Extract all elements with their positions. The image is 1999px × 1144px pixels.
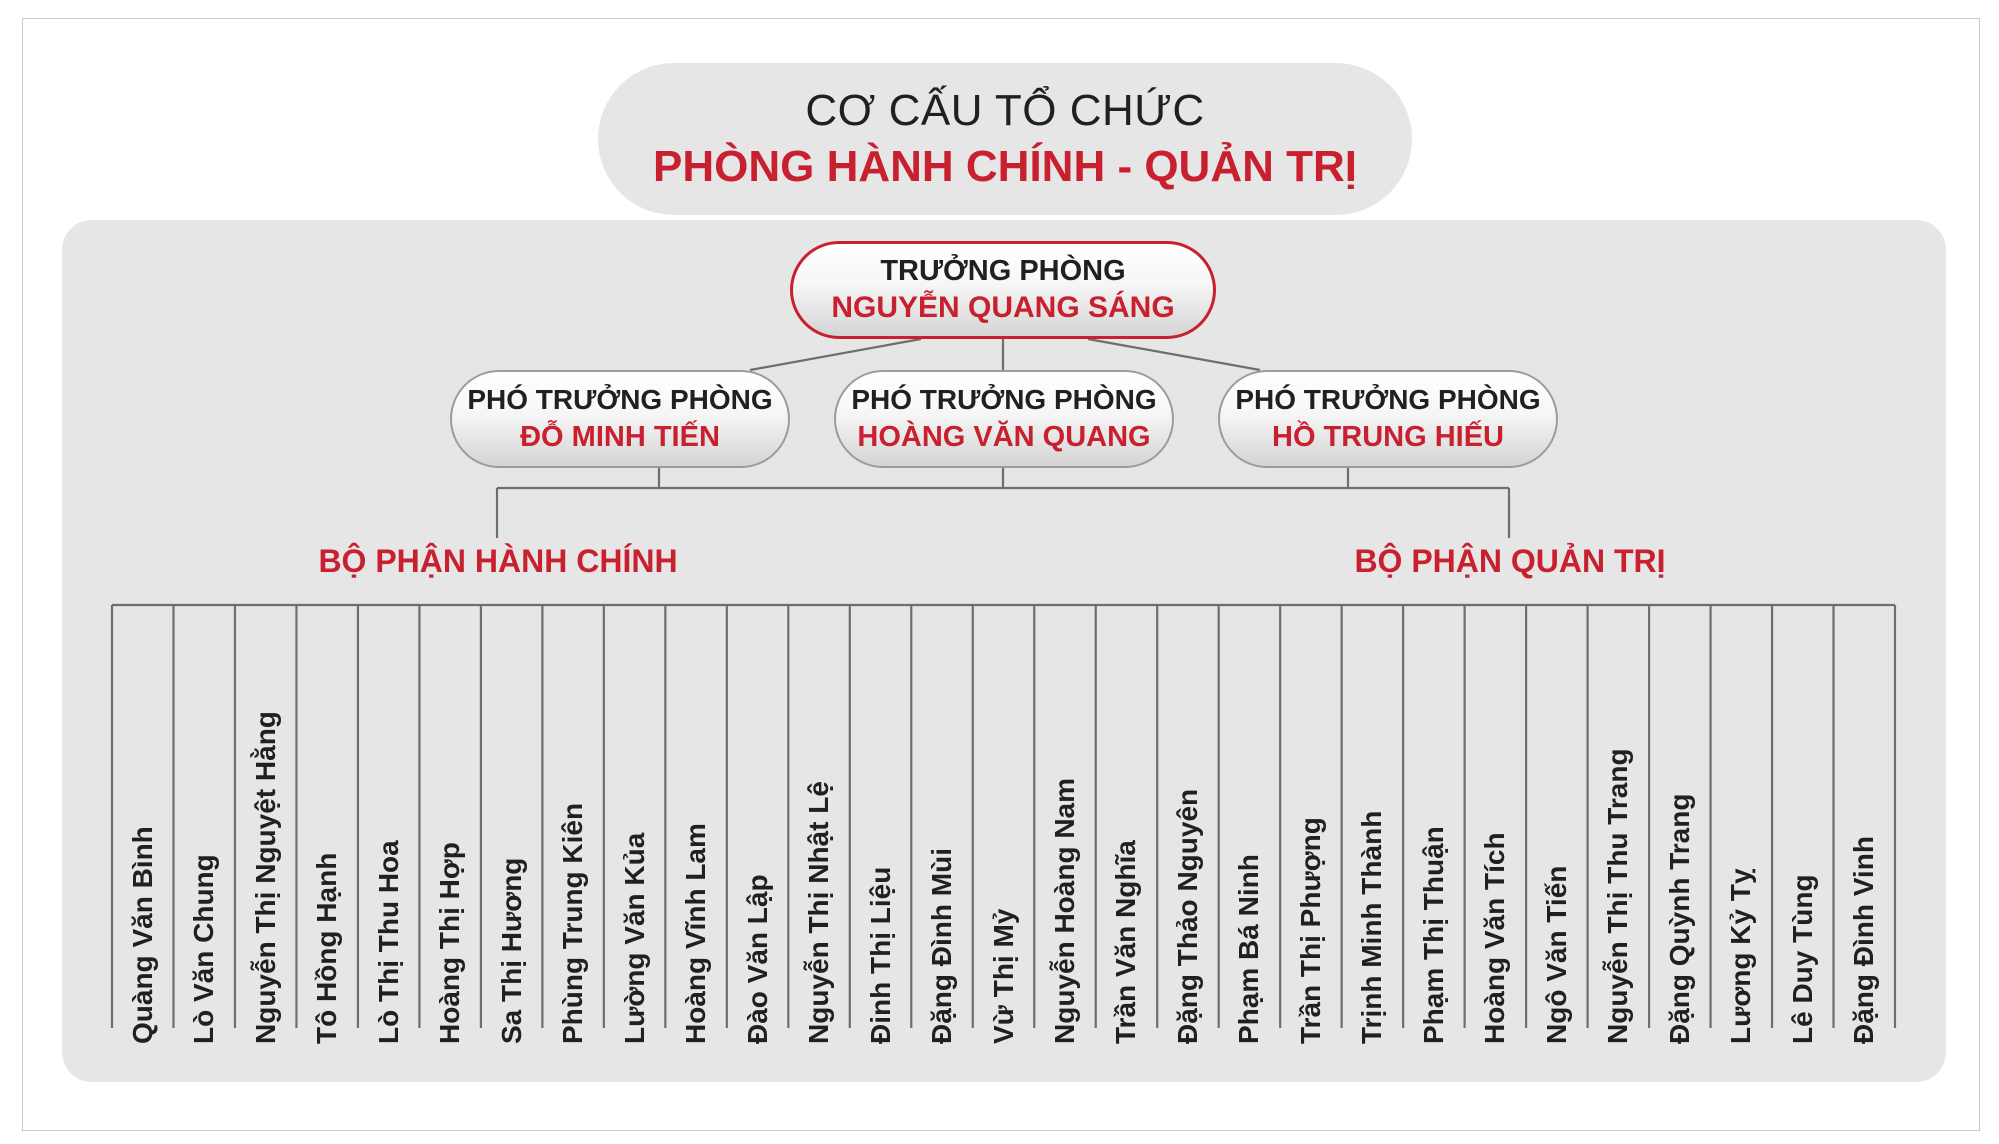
section-label-administration: BỘ PHẬN HÀNH CHÍNH	[318, 543, 678, 579]
staff-member-name: Nguyễn Thị Nguyệt Hằng	[249, 711, 281, 1044]
staff-member-name: Trần Thị Phượng	[1294, 817, 1326, 1044]
head-name: NGUYỄN QUANG SÁNG	[831, 291, 1175, 324]
staff-member-name: Đặng Quỳnh Trang	[1663, 793, 1695, 1044]
staff-member-name: Hoàng Vĩnh Lam	[680, 823, 712, 1044]
deputy-name: ĐỖ MINH TIẾN	[520, 421, 720, 453]
chart-title-line2: PHÒNG HÀNH CHÍNH - QUẢN TRỊ	[653, 142, 1357, 191]
staff-member-name: Nguyễn Hoàng Nam	[1048, 777, 1080, 1044]
staff-member-name: Phạm Thị Thuận	[1417, 826, 1449, 1044]
staff-member-name: Lường Văn Kủa	[618, 832, 650, 1044]
staff-member-name: Sa Thị Hương	[495, 857, 527, 1044]
staff-member-name: Lò Văn Chung	[188, 854, 220, 1044]
staff-member-name: Tô Hồng Hạnh	[311, 852, 343, 1044]
staff-member-name: Lò Thị Thu Hoa	[372, 840, 404, 1044]
deputy-role: PHÓ TRƯỞNG PHÒNG	[851, 384, 1157, 415]
staff-member-name: Vừ Thị Mỷ	[987, 908, 1019, 1044]
staff-member-name: Ngô Văn Tiến	[1540, 865, 1572, 1044]
staff-member-name: Hoàng Văn Tích	[1479, 832, 1511, 1044]
head-of-department-box	[790, 241, 1216, 339]
staff-member-name: Trần Văn Nghĩa	[1110, 840, 1142, 1044]
staff-member-name: Quàng Văn Bình	[126, 826, 158, 1044]
staff-member-name: Phạm Bá Ninh	[1233, 854, 1265, 1044]
staff-member-name: Hoàng Thị Hợp	[434, 842, 466, 1044]
deputy-name: HOÀNG VĂN QUANG	[857, 421, 1151, 453]
staff-member-name: Lương Kỷ Tỵ	[1725, 868, 1757, 1044]
staff-member-name: Đinh Thị Liệu	[864, 866, 896, 1044]
deputy-box-2	[834, 370, 1174, 468]
staff-member-name: Đặng Đình Vinh	[1848, 836, 1880, 1044]
chart-title-line1: CƠ CẤU TỔ CHỨC	[805, 86, 1205, 135]
staff-member-name: Phùng Trung Kiên	[557, 802, 589, 1044]
staff-member-name: Đặng Thảo Nguyên	[1171, 788, 1203, 1044]
staff-member-name: Trịnh Minh Thành	[1356, 810, 1388, 1044]
staff-member-name: Đặng Đình Mùi	[926, 848, 958, 1044]
staff-member-name: Lê Duy Tùng	[1786, 874, 1818, 1044]
staff-member-name: Nguyễn Thị Thu Trang	[1602, 748, 1634, 1044]
section-label-management: BỘ PHẬN QUẢN TRỊ	[1354, 543, 1666, 579]
deputy-role: PHÓ TRƯỞNG PHÒNG	[467, 384, 773, 415]
staff-member-name: Đào Văn Lập	[741, 874, 773, 1044]
deputy-box-1	[450, 370, 790, 468]
deputy-role: PHÓ TRƯỞNG PHÒNG	[1235, 384, 1541, 415]
staff-member-name: Nguyễn Thị Nhật Lệ	[803, 781, 835, 1044]
head-role: TRƯỞNG PHÒNG	[880, 255, 1126, 287]
deputy-box-3	[1218, 370, 1558, 468]
deputy-name: HỒ TRUNG HIẾU	[1272, 421, 1504, 453]
